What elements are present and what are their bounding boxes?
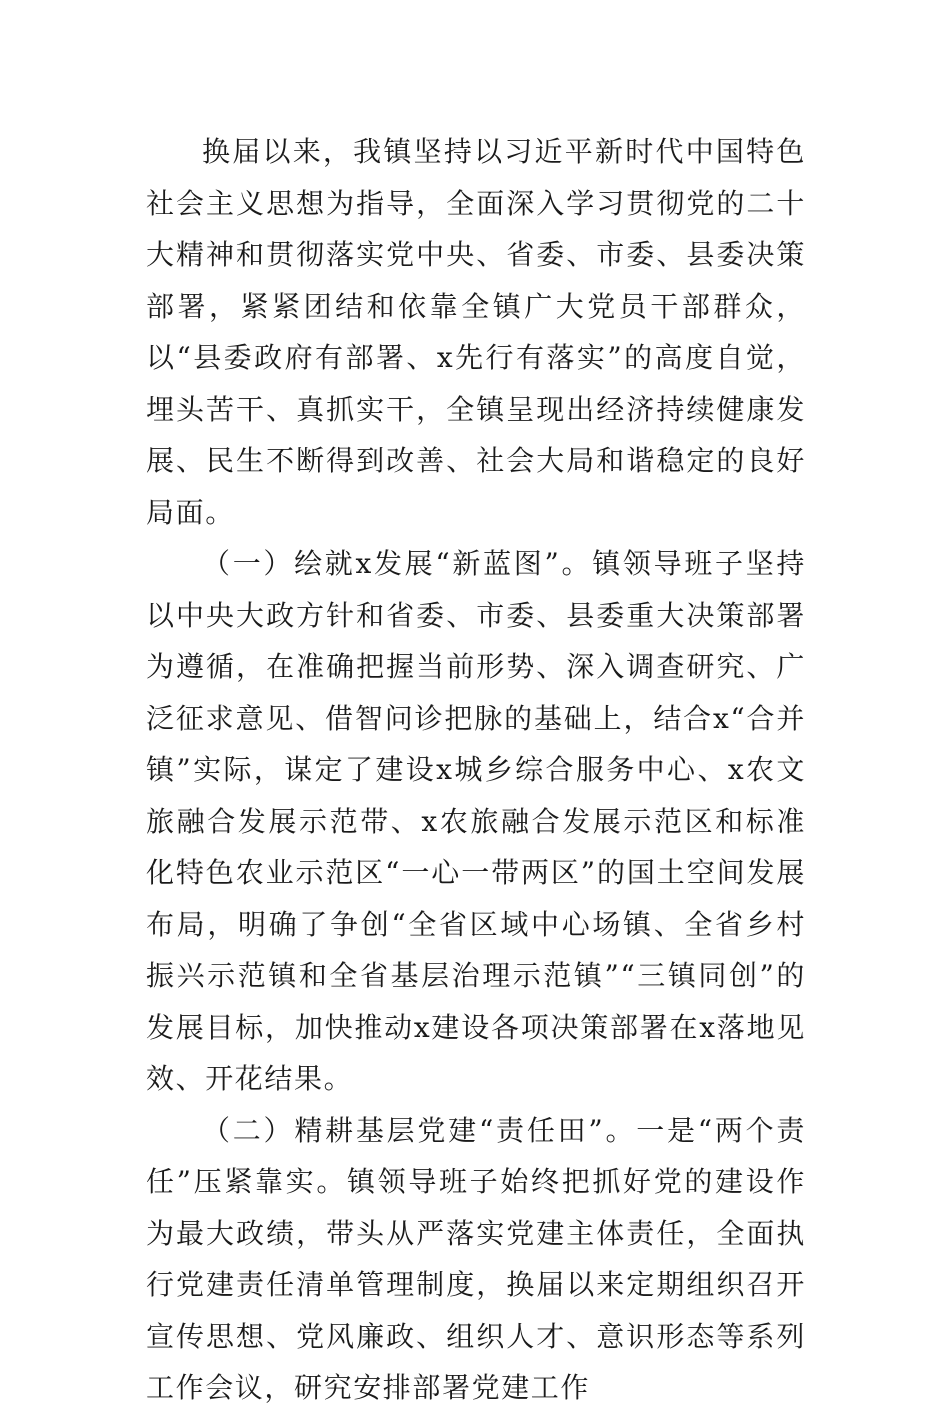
paragraph-section-2: （二）精耕基层党建“责任田”。一是“两个责任”压紧靠实。镇领导班子始终把抓好党的建设作为最大政绩，带头从严落实党建主体责任，全面执行党建责任清单管理制度，换届以来定期组织召开宣传思想、党风廉政、组织人才、意识形态等系列工作会议，研究安排部署党建工作 <box>146 1113 806 1404</box>
paragraph-section-1: （一）绘就x发展“新蓝图”。镇领导班子坚持以中央大政方针和省委、市委、县委重大决策部署为遵循，在准确把握当前形势、深入调查研究、广泛征求意见、借智问诊把脉的基础上，结合x“合并镇”实际，谋定了建设x城乡综合服务中心、x农文旅融合发展示范带、x农旅融合发展示范区和标准化特色农业示范区“一心一带两区”的国土空间发展布局，明确了争创“全省区域中心场镇、全省乡村振兴示范镇和全省基层治理示范镇”“三镇同创”的发展目标，加快推动x建设各项决策部署在x落地见效、开花结果。 <box>146 547 806 1095</box>
document-body <box>146 126 806 1414</box>
paragraph-intro: 换届以来，我镇坚持以习近平新时代中国特色社会主义思想为指导，全面深入学习贯彻党的二十大精神和贯彻落实党中央、省委、市委、县委决策部署，紧紧团结和依靠全镇广大党员干部群众，以“县委政府有部署、x先行有落实”的高度自觉，埋头苦干、真抓实干，全镇呈现出经济持续健康发展、民生不断得到改善、社会大局和谐稳定的良好局面。 <box>146 135 806 529</box>
